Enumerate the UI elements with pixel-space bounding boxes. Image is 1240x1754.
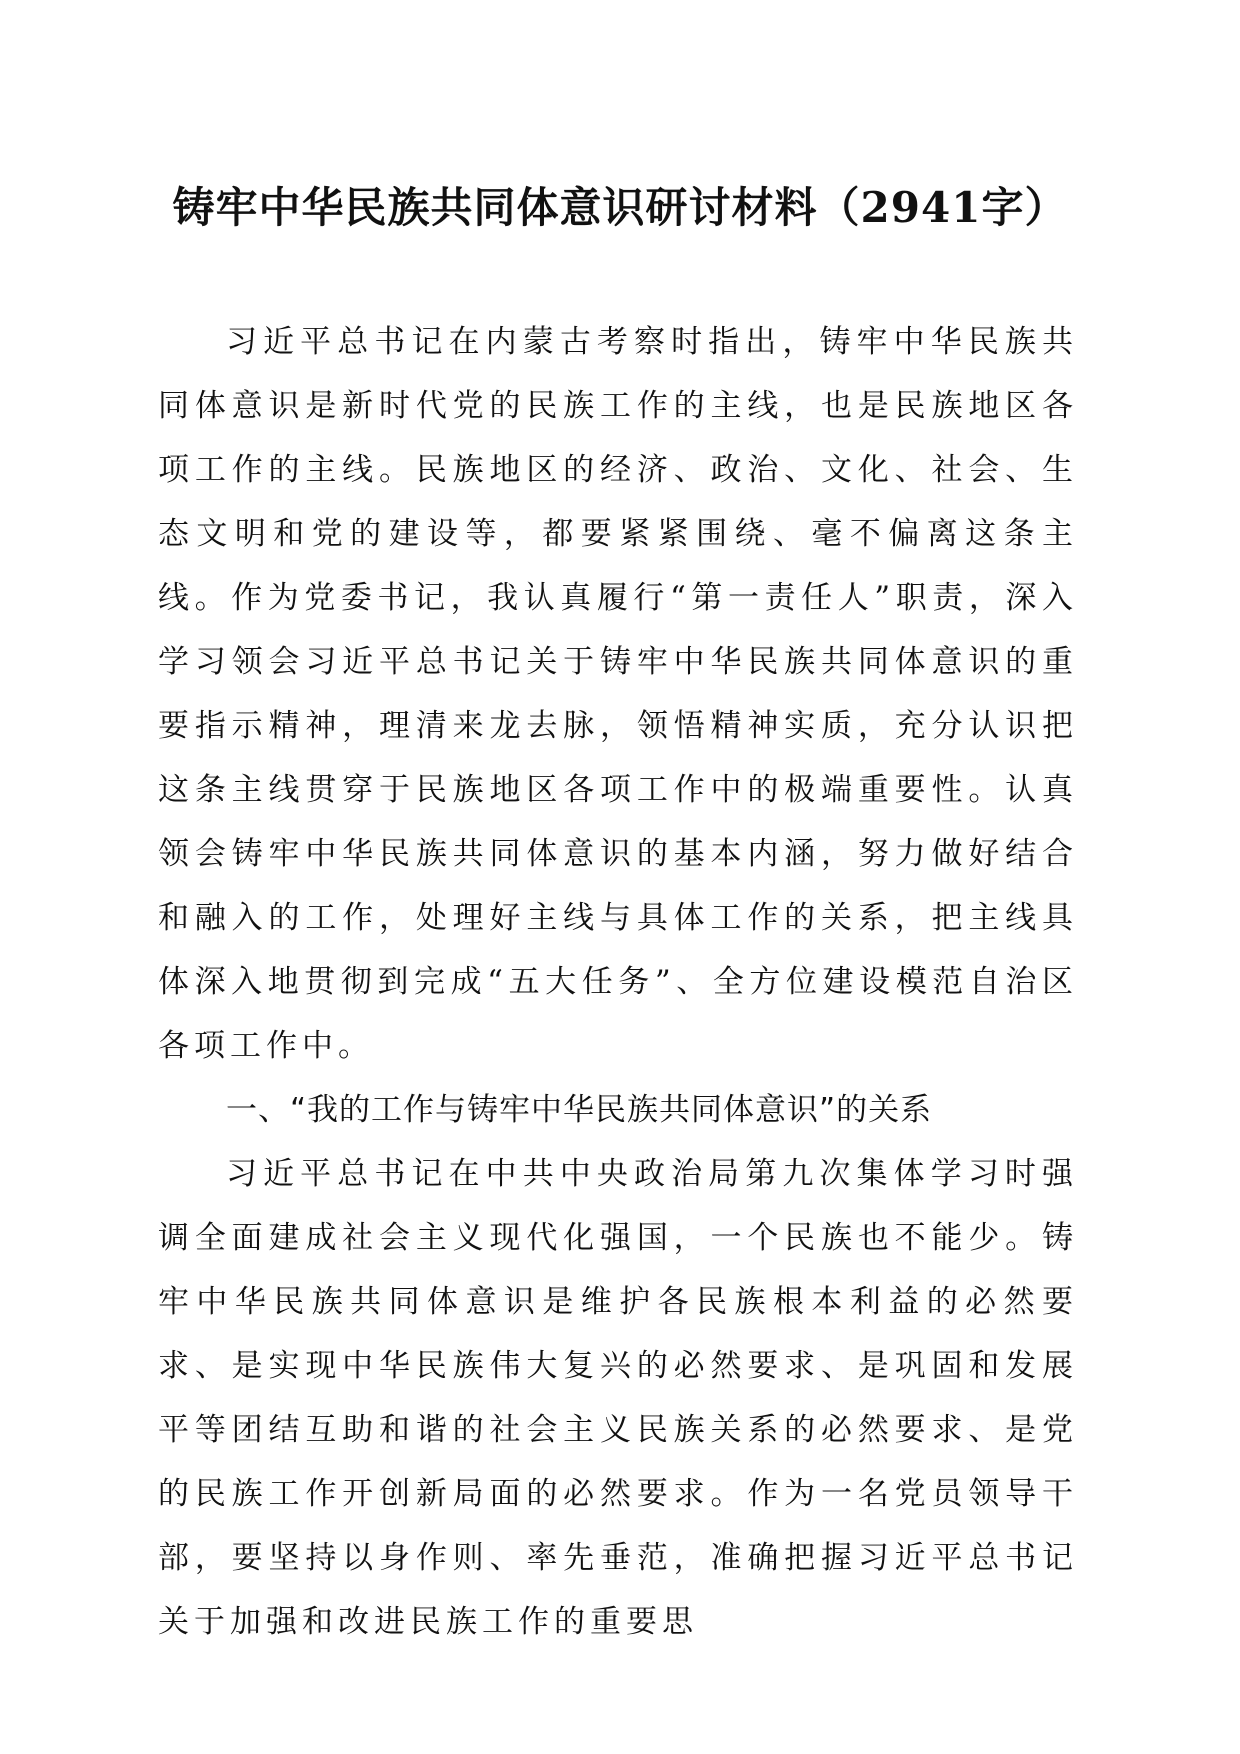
intro-paragraph: 习近平总书记在内蒙古考察时指出，铸牢中华民族共同体意识是新时代党的民族工作的主线，也是民族地区各项工作的主线。民族地区的经济、政治、文化、社会、生态文明和党的建设等，都要紧紧围绕、毫不偏离这条主线。作为党委书记，我认真履行“第一责任人”职责，深入学习领会习近平总书记关于铸牢中华民族共同体意识的重要指示精神，理清来龙去脉，领悟精神实质，充分认识把这条主线贯穿于民族地区各项工作中的极端重要性。认真领会铸牢中华民族共同体意识的基本内涵，努力做好结合和融入的工作，处理好主线与具体工作的关系，把主线具体深入地贯彻到完成“五大任务”、全方位建设模范自治区各项工作中。	[158, 324, 1078, 1064]
section-heading: 一、“我的工作与铸牢中华民族共同体意识”的关系	[226, 1092, 933, 1128]
section-paragraph: 习近平总书记在中共中央政治局第九次集体学习时强调全面建成社会主义现代化强国，一个民族也不能少。铸牢中华民族共同体意识是维护各民族根本利益的必然要求、是实现中华民族伟大复兴的必然要求、是巩固和发展平等团结互助和谐的社会主义民族关系的必然要求、是党的民族工作开创新局面的必然要求。作为一名党员领导干部，要坚持以身作则、率先垂范，准确把握习近平总书记关于加强和改进民族工作的重要思	[158, 1156, 1078, 1640]
document-body	[158, 310, 1078, 1654]
document-title: 铸牢中华民族共同体意识研讨材料（2941字）	[172, 183, 1068, 232]
